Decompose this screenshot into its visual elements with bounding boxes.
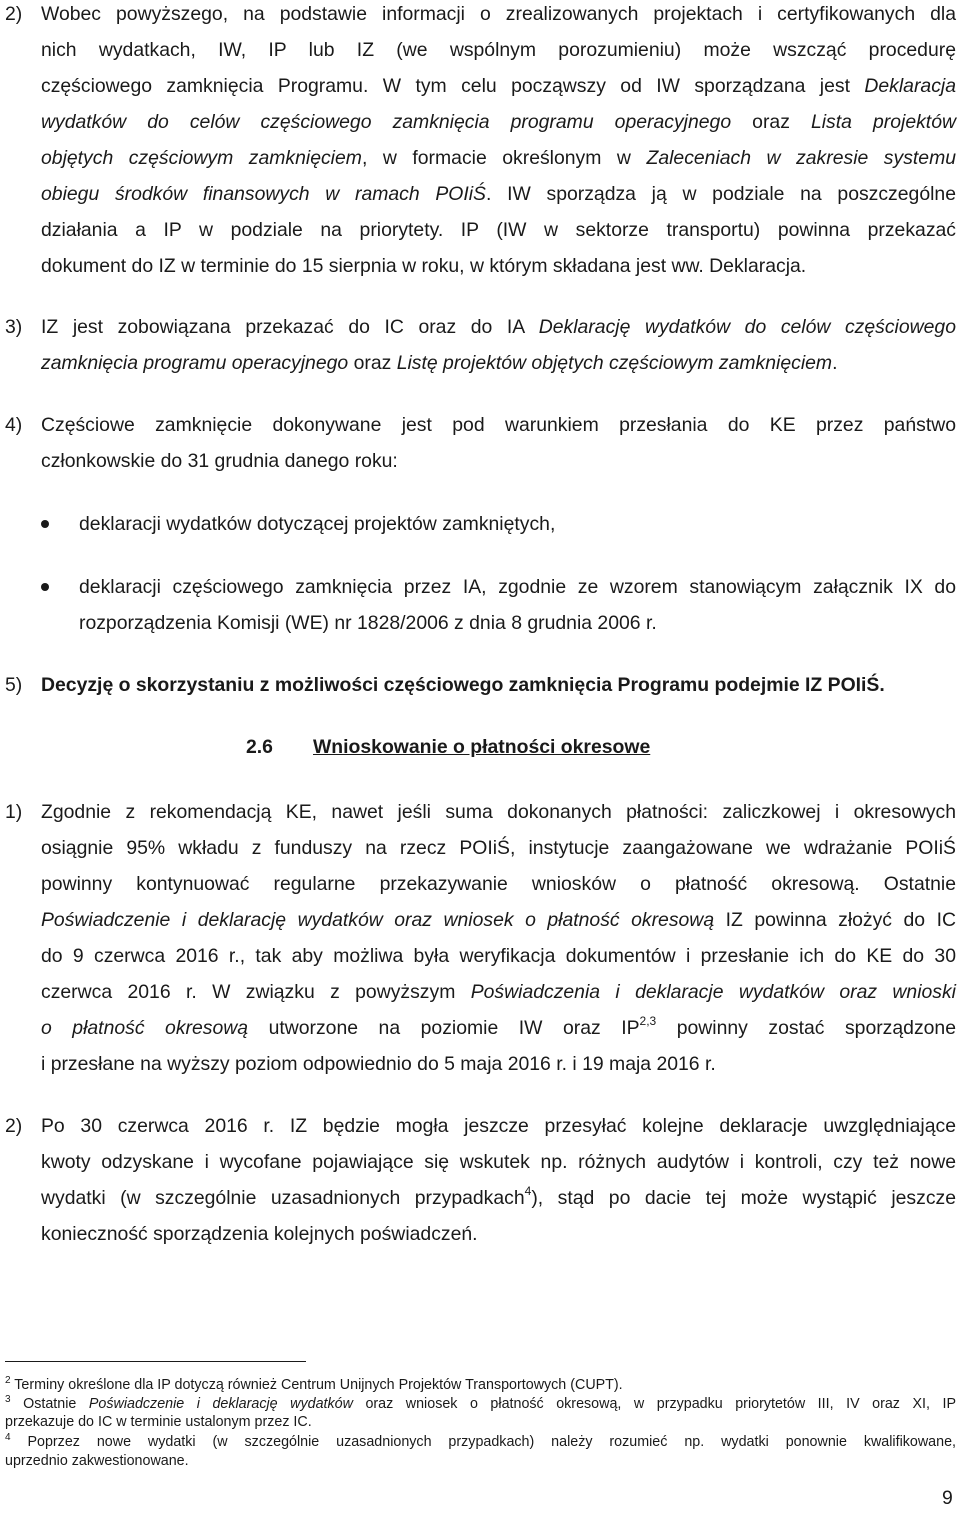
- text-run: oraz: [731, 111, 811, 133]
- footnote-mark: 2: [5, 1375, 11, 1386]
- section-number: 2.6: [246, 736, 273, 758]
- item-number: 2): [5, 1115, 23, 1137]
- footnote-ref: 2,3: [639, 1014, 657, 1028]
- italic-run: wydatków do celów częściowego zamknięcia programu operacyjnego: [41, 111, 732, 133]
- footnote-4: [5, 1433, 956, 1451]
- footnote-ref: 4: [524, 1184, 532, 1198]
- text-run: częściowego zamknięcia Programu. W tym celu począwszy od IW sporządzana jest: [41, 75, 865, 97]
- paragraph-line: [41, 1186, 956, 1210]
- italic-run: obiegu środków finansowych w ramach POIiŚ: [41, 183, 486, 205]
- item-number: 3): [5, 316, 23, 338]
- footnote-2: [5, 1376, 623, 1394]
- paragraph-line: [41, 110, 956, 134]
- text-run: czerwca 2016 r. W związku z powyższym: [41, 981, 471, 1003]
- italic-run: Poświadczenia i deklaracje wydatków oraz wnioski: [470, 981, 956, 1003]
- decision-statement: Decyzję o skorzystaniu z możliwości częściowego zamknięcia Programu podejmie IZ POIiŚ.: [41, 674, 885, 696]
- bullet-icon: [41, 583, 49, 591]
- paragraph-line: i przesłane na wyższy poziom odpowiednio do 5 maja 2016 r. i 19 maja 2016 r.: [41, 1053, 716, 1075]
- item-number: 1): [5, 801, 23, 823]
- italic-run: Deklaracja: [864, 75, 956, 97]
- footnote-3: [5, 1395, 956, 1413]
- paragraph-line: Częściowe zamknięcie dokonywane jest pod warunkiem przesłania do KE przez państwo: [41, 414, 956, 436]
- footnote-text: Poprzez nowe wydatki (w szczególnie uzasadnionych przypadkach) należy rozumieć np. wydatki ponownie kwalifikowane,: [10, 1434, 956, 1450]
- paragraph-line: dokument do IZ w terminie do 15 sierpnia w roku, w którym składana jest ww. Deklaracja.: [41, 255, 807, 277]
- paragraph-line: [41, 351, 837, 375]
- paragraph-line: [41, 315, 956, 339]
- text-run: .: [832, 352, 838, 374]
- section-title: Wnioskowanie o płatności okresowe: [313, 736, 651, 758]
- paragraph-line: [41, 980, 956, 1004]
- text-run: oraz: [348, 352, 397, 374]
- footnote-text: Terminy określone dla IP dotyczą również Centrum Unijnych Projektów Transportowych (CUPT).: [10, 1377, 623, 1393]
- text-run: , w formacie określonym w: [361, 147, 647, 169]
- footnote-mark: 3: [5, 1394, 11, 1405]
- list-item: deklaracji częściowego zamknięcia przez IA, zgodnie ze wzorem stanowiącym załącznik IX do: [79, 576, 956, 598]
- paragraph-line: nich wydatkach, IW, IP lub IZ (we wspólnym porozumieniu) może wszcząć procedurę: [41, 39, 956, 61]
- italic-run: Listę projektów objętych częściowym zamknięciem: [396, 352, 833, 374]
- italic-run: Deklarację wydatków do celów częściowego: [538, 316, 956, 338]
- text-run: . IW sporządza ją w podziale na poszczególne: [486, 183, 956, 205]
- footnote-4-continuation: uprzednio zakwestionowane.: [5, 1453, 189, 1469]
- text-run: wydatki (w szczególnie uzasadnionych przypadkach: [41, 1187, 525, 1209]
- paragraph-line: osiągnie 95% wkładu z funduszy na rzecz POIiŚ, instytucje zaangażowane we wdrażanie POIiŚ: [41, 837, 956, 859]
- paragraph-line: [41, 908, 956, 932]
- item-number: 2): [5, 3, 23, 25]
- footnote-text: Ostatnie: [10, 1396, 89, 1412]
- list-item-continuation: rozporządzenia Komisji (WE) nr 1828/2006 z dnia 8 grudnia 2006 r.: [79, 612, 657, 634]
- text-run: IZ jest zobowiązana przekazać do IC oraz do IA: [41, 316, 539, 338]
- paragraph-line: [41, 182, 956, 206]
- paragraph-line: [41, 1016, 956, 1040]
- paragraph-line: działania a IP w podziale na priorytety. IP (IW w sektorze transportu) powinna przekazać: [41, 219, 956, 241]
- footnote-3-continuation: przekazuje do IC w terminie ustalonym przez IC.: [5, 1414, 312, 1430]
- paragraph-line: [41, 146, 956, 170]
- italic-run: objętych częściowym zamknięciem: [41, 147, 362, 169]
- bullet-icon: [41, 520, 49, 528]
- text-run: IZ powinna złożyć do IC: [714, 909, 957, 931]
- page-number: 9: [942, 1487, 953, 1509]
- italic-run: o płatność okresową: [41, 1017, 249, 1039]
- paragraph-line: do 9 czerwca 2016 r., tak aby możliwa była weryfikacja dokumentów i przesłanie ich do KE do 30: [41, 945, 956, 967]
- paragraph-line: konieczność sporządzenia kolejnych poświadczeń.: [41, 1223, 478, 1245]
- italic-run: Zaleceniach w zakresie systemu: [646, 147, 957, 169]
- paragraph-line: Po 30 czerwca 2016 r. IZ będzie mogła jeszcze przesyłać kolejne deklaracje uwzględniające: [41, 1115, 956, 1137]
- footnote-mark: 4: [5, 1432, 11, 1443]
- item-number: 4): [5, 414, 23, 436]
- italic-run: zamknięcia programu operacyjnego: [41, 352, 349, 374]
- paragraph-line: kwoty odzyskane i wycofane pojawiające się wskutek np. różnych audytów i kontroli, czy też nowe: [41, 1151, 956, 1173]
- text-run: powinny zostać sporządzone: [656, 1017, 956, 1039]
- footnote-italic: Poświadczenie i deklarację wydatków: [88, 1396, 353, 1412]
- text-run: ), stąd po dacie tej może wystąpić jeszcze: [531, 1187, 956, 1209]
- italic-run: Lista projektów: [810, 111, 956, 133]
- paragraph-line: Wobec powyższego, na podstawie informacji o zrealizowanych projektach i certyfikowanych dla: [41, 3, 956, 25]
- text-run: utworzone na poziomie IW oraz IP: [248, 1017, 640, 1039]
- paragraph-line: powinny kontynuować regularne przekazywanie wniosków o płatność okresową. Ostatnie: [41, 873, 956, 895]
- item-number: 5): [5, 674, 23, 696]
- paragraph-line: Zgodnie z rekomendacją KE, nawet jeśli suma dokonanych płatności: zaliczkowej i okresowych: [41, 801, 956, 823]
- paragraph-line: [41, 74, 956, 98]
- italic-run: Poświadczenie i deklarację wydatków oraz wniosek o płatność okresową: [41, 909, 715, 931]
- paragraph-line: członkowskie do 31 grudnia danego roku:: [41, 450, 398, 472]
- list-item: deklaracji wydatków dotyczącej projektów zamkniętych,: [79, 513, 556, 535]
- footnote-text: oraz wniosek o płatność okresową, w przypadku priorytetów III, IV oraz XI, IP: [352, 1396, 956, 1412]
- footnote-separator: [5, 1361, 306, 1362]
